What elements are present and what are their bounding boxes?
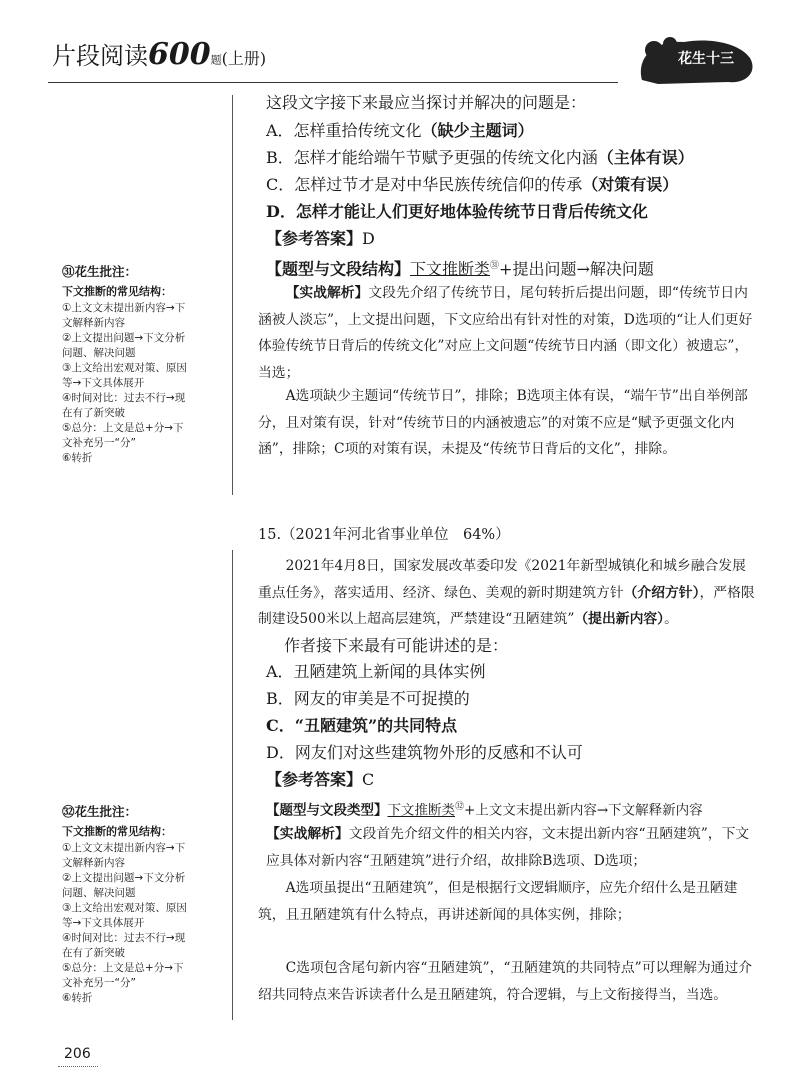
note-title: ㉜花生批注： [62, 804, 138, 819]
analysis-text: A选项缺少主题词“传统节日”，排除；B选项主体有误，“端午节”出自举例部分，且对策有误，针对“传统节日的内涵被遗忘”的对策不应是“赋予更强文化内涵”，排除；C项的对策有误，未提及“传统节日背后的文化”，排除。 [258, 388, 748, 457]
answer-label: 【参考答案】 [266, 229, 363, 248]
analysis-label: 【实战解析】 [266, 826, 349, 842]
margin-note [62, 262, 227, 466]
answer-label: 【参考答案】 [266, 770, 363, 789]
option-note: （对策有误） [582, 175, 679, 194]
analysis-paragraph [258, 383, 758, 463]
note-item: 文补充另一“分” [62, 977, 136, 989]
answer-value: C [362, 770, 375, 789]
note-item: 文补充另一“分” [62, 437, 136, 449]
option-b [266, 148, 694, 168]
question-stem: 这段文字接下来最应当探讨并解决的问题是： [266, 93, 587, 112]
passage-text: 。 [664, 611, 678, 627]
note-item: 文解释新内容 [62, 317, 125, 329]
answer-value: D [362, 229, 375, 248]
option-c [266, 175, 678, 195]
book-title [52, 36, 266, 72]
note-item: ④时间对比：过去不行→现 [62, 932, 186, 944]
brand-badge-label: 花生十三 [678, 51, 734, 67]
passage-paragraph [258, 553, 758, 633]
note-item: 等→下文具体展开 [62, 377, 145, 389]
passage-note: （提出新内容） [574, 611, 665, 627]
passage-text: ，严格限制建设500米以上超高层建筑，严禁建设“丑陋建筑” [258, 584, 755, 627]
note-item: ①上文文末提出新内容→下 [62, 302, 186, 314]
type-value: 下文推断类 [410, 259, 491, 279]
type-mark: ㉛ [490, 261, 500, 271]
analysis-text: 文段先介绍了传统节日，尾句转折后提出问题，即“传统节日内涵被人淡忘”，上文提出问题，下文应给出有针对性的对策，D选项的“让人们更好体验传统节日背后的传统文化”对应上文问题“传统节日内涵（即文化）被遗忘”，当选； [258, 285, 753, 381]
type-line [266, 797, 703, 821]
note-subtitle: 下文推断的常见结构： [62, 285, 172, 298]
option-a [266, 121, 534, 141]
analysis-paragraph [258, 955, 758, 1008]
analysis-text: A选项虽提出“丑陋建筑”，但是根据行文逻辑顺序，应先介绍什么是丑陋建筑，且丑陋建筑有什么特点，再讲述新闻的具体实例，排除； [258, 880, 738, 923]
note-item: ⑤总分：上文是总+分→下 [62, 962, 184, 974]
note-item: ①上文文末提出新内容→下 [62, 842, 186, 854]
option-note: （主体有误） [597, 148, 694, 167]
passage-text: 2021年4月8日，国家发展改革委印发《2021年新型城镇化和城乡融合发展重点任务》，落实适用、经济、绿色、美观的新时期建筑方针 [258, 558, 746, 601]
page-number-underline [58, 1066, 98, 1067]
option-d [266, 202, 648, 222]
type-label: 【题型与文段结构】 [266, 259, 411, 279]
note-item: 在有了新突破 [62, 407, 125, 419]
analysis-paragraph [258, 821, 758, 874]
question-source: （2021年河北省事业单位 64%） [281, 527, 510, 543]
note-title: ㉛花生批注： [62, 264, 138, 279]
header-rule [48, 82, 618, 83]
option-text: A．怎样重拾传统文化 [266, 121, 422, 140]
option-text: D．怎样才能让人们更好地体验传统节日背后传统文化 [266, 202, 648, 221]
type-rest: +上文文末提出新内容→下文解释新内容 [464, 802, 703, 819]
option-note: （缺少主题词） [421, 121, 534, 140]
passage-note: （介绍方针） [623, 584, 700, 601]
analysis-text: 文段首先介绍文件的相关内容，文末提出新内容“丑陋建筑”，下文应具体对新内容“丑陋建筑”进行介绍，故排除B选项、D选项； [266, 826, 750, 869]
analysis-paragraph [258, 875, 758, 928]
note-item: ⑤总分：上文是总+分→下 [62, 422, 184, 434]
margin-divider [232, 95, 233, 495]
note-item: 问题、解决问题 [62, 887, 136, 899]
book-title-mark: 题 [210, 53, 222, 67]
question-stem: 作者接下来最有可能讲述的是： [284, 636, 509, 655]
page-number: 206 [64, 1046, 91, 1062]
option-text: B．怎样才能给端午节赋予更强的传统文化内涵 [266, 148, 598, 167]
note-item: 在有了新突破 [62, 947, 125, 959]
option-d: D．网友们对这些建筑物外形的反感和不认可 [266, 743, 583, 762]
note-item: ④时间对比：过去不行→现 [62, 392, 186, 404]
note-item: 问题、解决问题 [62, 347, 136, 359]
note-subtitle: 下文推断的常见结构： [62, 825, 172, 838]
analysis-paragraph [258, 280, 758, 386]
type-rest: +提出问题→解决问题 [499, 259, 654, 279]
book-title-suffix: (上册) [221, 49, 267, 68]
note-item: 等→下文具体展开 [62, 917, 145, 929]
book-title-prefix: 片段阅读 [52, 42, 148, 70]
note-item: ⑥转折 [62, 452, 93, 464]
question-title [258, 525, 510, 545]
note-item: ⑥转折 [62, 992, 93, 1004]
note-item: ②上文提出问题→下文分析 [62, 872, 186, 884]
option-b: B．网友的审美是不可捉摸的 [266, 689, 470, 708]
analysis-label: 【实战解析】 [285, 285, 369, 301]
margin-divider [232, 550, 233, 1020]
option-text: C．怎样过节才是对中华民族传统信仰的传承 [266, 175, 583, 194]
book-title-number: 600 [148, 37, 211, 72]
analysis-text: C选项包含尾句新内容“丑陋建筑”，“丑陋建筑的共同特点”可以理解为通过介绍共同特点来告诉读者什么是丑陋建筑，符合逻辑，与上文衔接得当，当选。 [258, 960, 753, 1003]
note-item: ③上文给出宏观对策、原因 [62, 902, 187, 914]
answer-line [266, 770, 374, 790]
margin-note [62, 802, 227, 1006]
note-item: ③上文给出宏观对策、原因 [62, 362, 187, 374]
option-a: A．丑陋建筑上新闻的具体实例 [266, 662, 486, 681]
question-number: 15. [258, 527, 282, 543]
type-value: 下文推断类 [387, 802, 455, 819]
type-mark: ㉜ [455, 802, 465, 812]
answer-line [266, 229, 375, 249]
note-item: 文解释新内容 [62, 857, 125, 869]
type-label: 【题型与文段类型】 [266, 802, 388, 819]
option-c: C．“丑陋建筑”的共同特点 [266, 716, 458, 735]
note-item: ②上文提出问题→下文分析 [62, 332, 186, 344]
type-line [266, 256, 654, 279]
